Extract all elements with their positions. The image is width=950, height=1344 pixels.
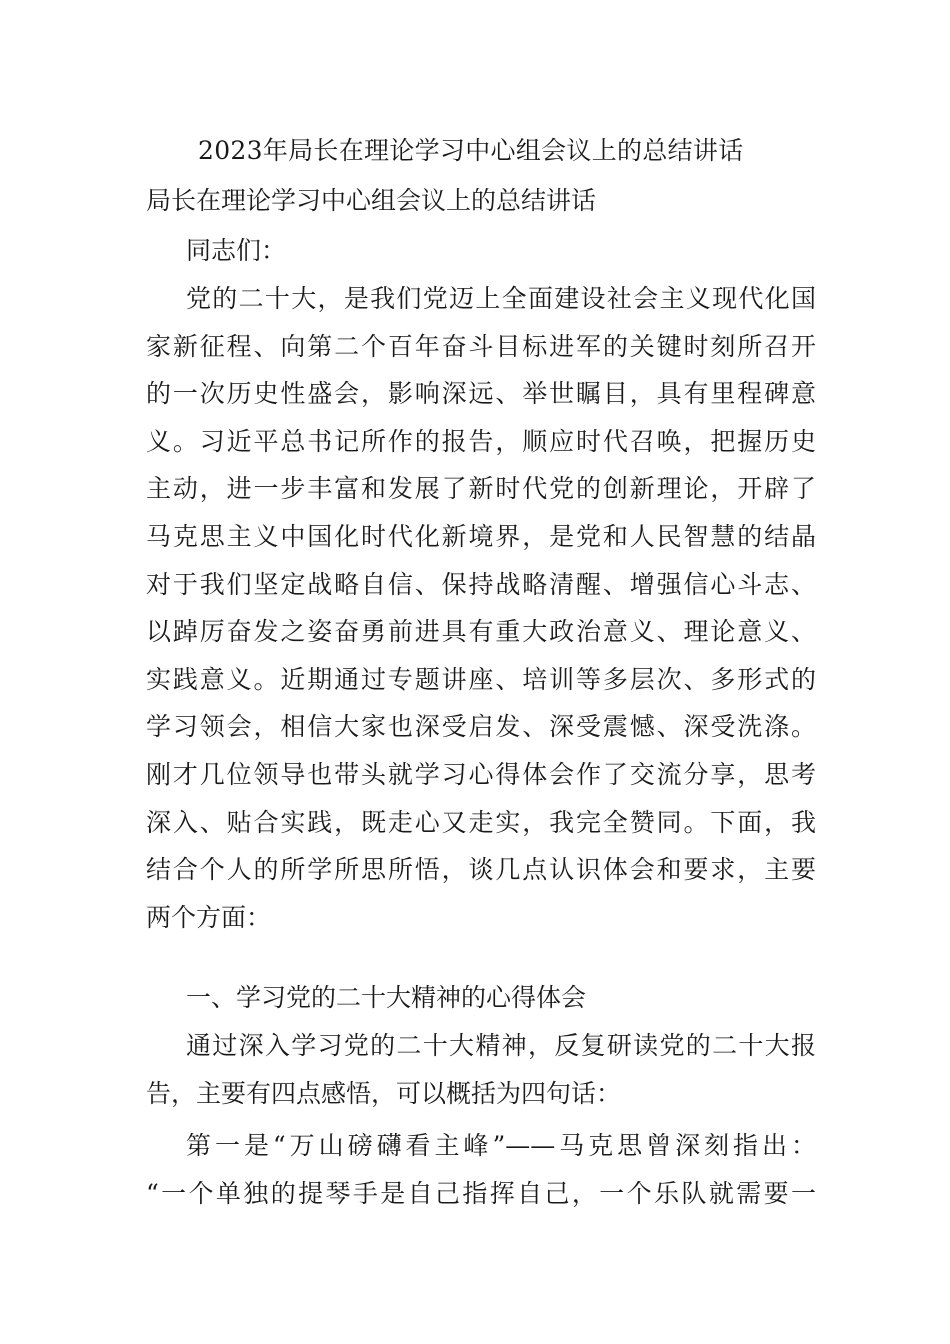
paragraph-line: 家新征程、向第二个百年奋斗目标进军的关键时刻所召开 (146, 331, 816, 361)
paragraph-line: 对于我们坚定战略自信、保持战略清醒、增强信心斗志、 (146, 569, 816, 599)
paragraph-line: 刚才几位领导也带头就学习心得体会作了交流分享，思考 (146, 759, 816, 789)
paragraph-line: 两个方面： (146, 902, 272, 932)
document-title: 2023年局长在理论学习中心组会议上的总结讲话 (198, 136, 744, 165)
paragraph-line: 党的二十大，是我们党迈上全面建设社会主义现代化国 (186, 284, 816, 313)
paragraph-line: “一个单独的提琴手是自己指挥自己，一个乐队就需要一 (146, 1178, 816, 1208)
paragraph-line: 实践意义。近期通过专题讲座、培训等多层次、多形式的 (146, 664, 816, 694)
paragraph-line: 马克思主义中国化时代化新境界，是党和人民智慧的结晶 (146, 521, 816, 551)
paragraph-line: 告，主要有四点感悟，可以概括为四句话： (146, 1078, 622, 1108)
paragraph-line: 学习领会，相信大家也深受启发、深受震憾、深受洗涤。 (146, 712, 816, 742)
paragraph-2 (146, 1022, 816, 1117)
section-heading: 一、学习党的二十大精神的心得体会 (186, 983, 587, 1012)
paragraph-line: 的一次历史性盛会，影响深远、举世瞩目，具有里程碑意 (146, 379, 816, 409)
paragraph-line: 义。习近平总书记所作的报告，顺应时代召唤，把握历史 (146, 426, 816, 456)
paragraph-line: 通过深入学习党的二十大精神，反复研读党的二十大报 (186, 1031, 816, 1060)
paragraph-line: 结合个人的所学所思所悟，谈几点认识体会和要求，主要 (146, 855, 816, 885)
paragraph-line: 深入、贴合实践，既走心又走实，我完全赞同。下面，我 (146, 807, 816, 837)
paragraph-line: 主动，进一步丰富和发展了新时代党的创新理论，开辟了 (146, 474, 816, 504)
paragraph-line: 第一是“万山磅礴看主峰”——马克思曾深刻指出： (186, 1131, 816, 1160)
paragraph-3 (146, 1122, 816, 1217)
paragraph-1 (146, 275, 816, 941)
paragraph-line: 以踔厉奋发之姿奋勇前进具有重大政治意义、理论意义、 (146, 617, 816, 647)
greeting: 同志们： (186, 236, 287, 265)
document-subtitle: 局长在理论学习中心组会议上的总结讲话 (146, 186, 597, 215)
